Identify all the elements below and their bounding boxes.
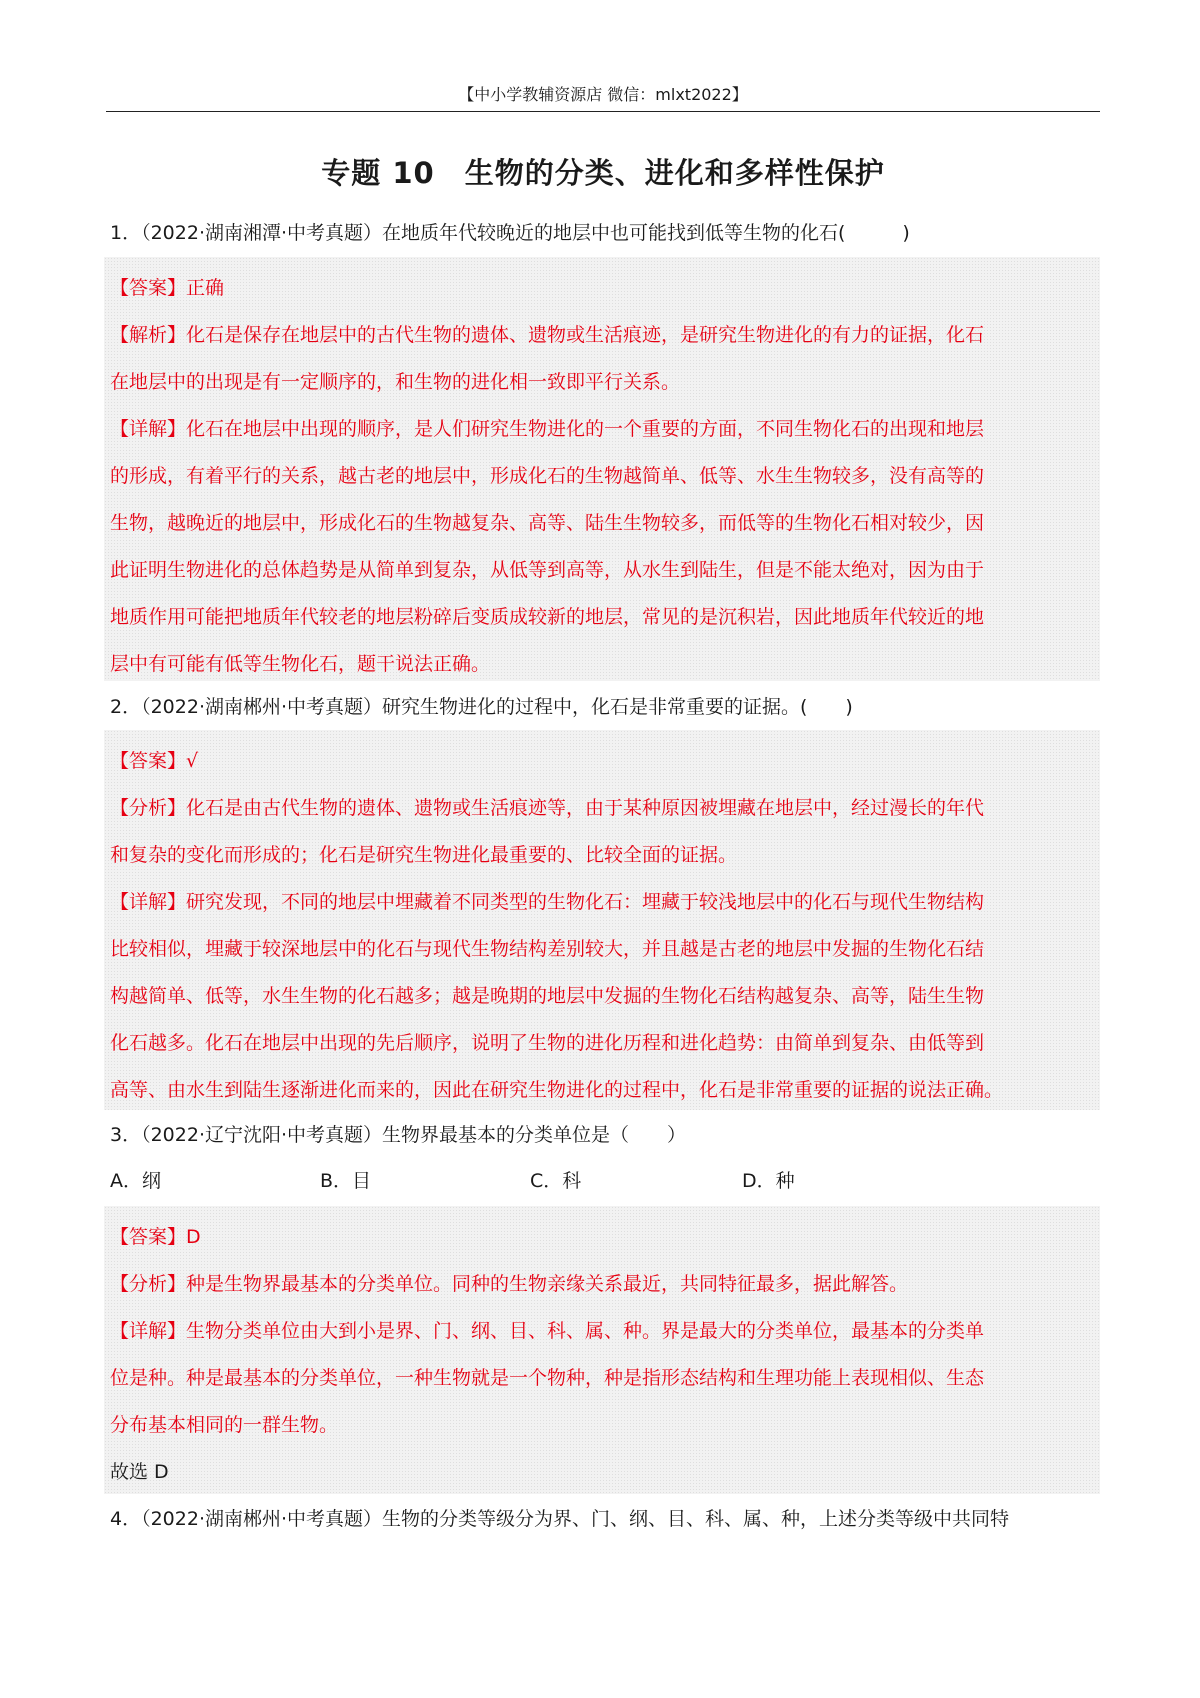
analysis-line: 在地层中的出现是有一定顺序的，和生物的进化相一致即平行关系。	[110, 371, 681, 393]
question-3-options	[110, 1166, 1104, 1196]
option-a: A．纲	[110, 1170, 161, 1192]
detail-line: 【详解】研究发现，不同的地层中埋藏着不同类型的生物化石：埋藏于较浅地层中的化石与现代生物结构	[110, 891, 985, 913]
conclusion-line: 故选 D	[110, 1461, 169, 1483]
question-2-answer-block	[104, 730, 1100, 1110]
question-4-stem: 4．（2022·湖南郴州·中考真题）生物的分类等级分为界、门、纲、目、科、属、种，上述分类等级中共同特	[110, 1508, 1010, 1530]
question-2-stem: 2．（2022·湖南郴州·中考真题）研究生物进化的过程中，化石是非常重要的证据。( )	[110, 696, 853, 718]
detail-line: 比较相似，埋藏于较深地层中的化石与现代生物结构差别较大，并且越是古老的地层中发掘的生物化石结	[110, 938, 985, 960]
question-1-stem: 1．（2022·湖南湘潭·中考真题）在地质年代较晚近的地层中也可能找到低等生物的化石( )	[110, 222, 910, 244]
detail-line: 【详解】生物分类单位由大到小是界、门、纲、目、科、属、种。界是最大的分类单位，最基本的分类单	[110, 1320, 985, 1342]
option-c: C．科	[530, 1170, 582, 1192]
page-header: 【中小学教辅资源店 微信：mlxt2022】	[458, 85, 748, 104]
analysis-line: 【分析】种是生物界最基本的分类单位。同种的生物亲缘关系最近，共同特征最多，据此解答。	[110, 1273, 909, 1295]
answer-line: 【答案】D	[110, 1226, 201, 1248]
header-divider	[106, 111, 1100, 112]
analysis-line: 和复杂的变化而形成的；化石是研究生物进化最重要的、比较全面的证据。	[110, 844, 738, 866]
question-3-stem: 3．（2022·辽宁沈阳·中考真题）生物界最基本的分类单位是（ ）	[110, 1124, 687, 1146]
detail-line: 化石越多。化石在地层中出现的先后顺序，说明了生物的进化历程和进化趋势：由简单到复杂、由低等到	[110, 1032, 985, 1054]
question-3-answer-block	[104, 1206, 1100, 1494]
page-title: 专题 10 生物的分类、进化和多样性保护	[321, 156, 885, 190]
option-b: B．目	[320, 1170, 372, 1192]
option-d: D．种	[742, 1170, 795, 1192]
detail-line: 位是种。种是最基本的分类单位，一种生物就是一个物种，种是指形态结构和生理功能上表现相似、生态	[110, 1367, 985, 1389]
question-1-answer-block	[104, 257, 1100, 681]
answer-line: 【答案】正确	[110, 277, 225, 299]
analysis-line: 【分析】化石是由古代生物的遗体、遗物或生活痕迹等，由于某种原因被埋藏在地层中，经过漫长的年代	[110, 797, 985, 819]
answer-line: 【答案】√	[110, 750, 199, 772]
detail-line: 【详解】化石在地层中出现的顺序，是人们研究生物进化的一个重要的方面，不同生物化石的出现和地层	[110, 418, 985, 440]
detail-line: 构越简单、低等，水生生物的化石越多；越是晚期的地层中发掘的生物化石结构越复杂、高等，陆生生物	[110, 985, 985, 1007]
analysis-line: 【解析】化石是保存在地层中的古代生物的遗体、遗物或生活痕迹，是研究生物进化的有力的证据，化石	[110, 324, 985, 346]
detail-line: 分布基本相同的一群生物。	[110, 1414, 339, 1436]
detail-line: 的形成，有着平行的关系，越古老的地层中，形成化石的生物越简单、低等、水生生物较多，没有高等的	[110, 465, 985, 487]
detail-line: 层中有可能有低等生物化石，题干说法正确。	[110, 653, 491, 675]
detail-line: 此证明生物进化的总体趋势是从简单到复杂，从低等到高等，从水生到陆生，但是不能太绝对，因为由于	[110, 559, 985, 581]
detail-line: 地质作用可能把地质年代较老的地层粉碎后变质成较新的地层，常见的是沉积岩，因此地质年代较近的地	[110, 606, 985, 628]
detail-line: 高等、由水生到陆生逐渐进化而来的，因此在研究生物进化的过程中，化石是非常重要的证据的说法正确。	[110, 1079, 1004, 1101]
detail-line: 生物，越晚近的地层中，形成化石的生物越复杂、高等、陆生生物较多，而低等的生物化石相对较少，因	[110, 512, 985, 534]
